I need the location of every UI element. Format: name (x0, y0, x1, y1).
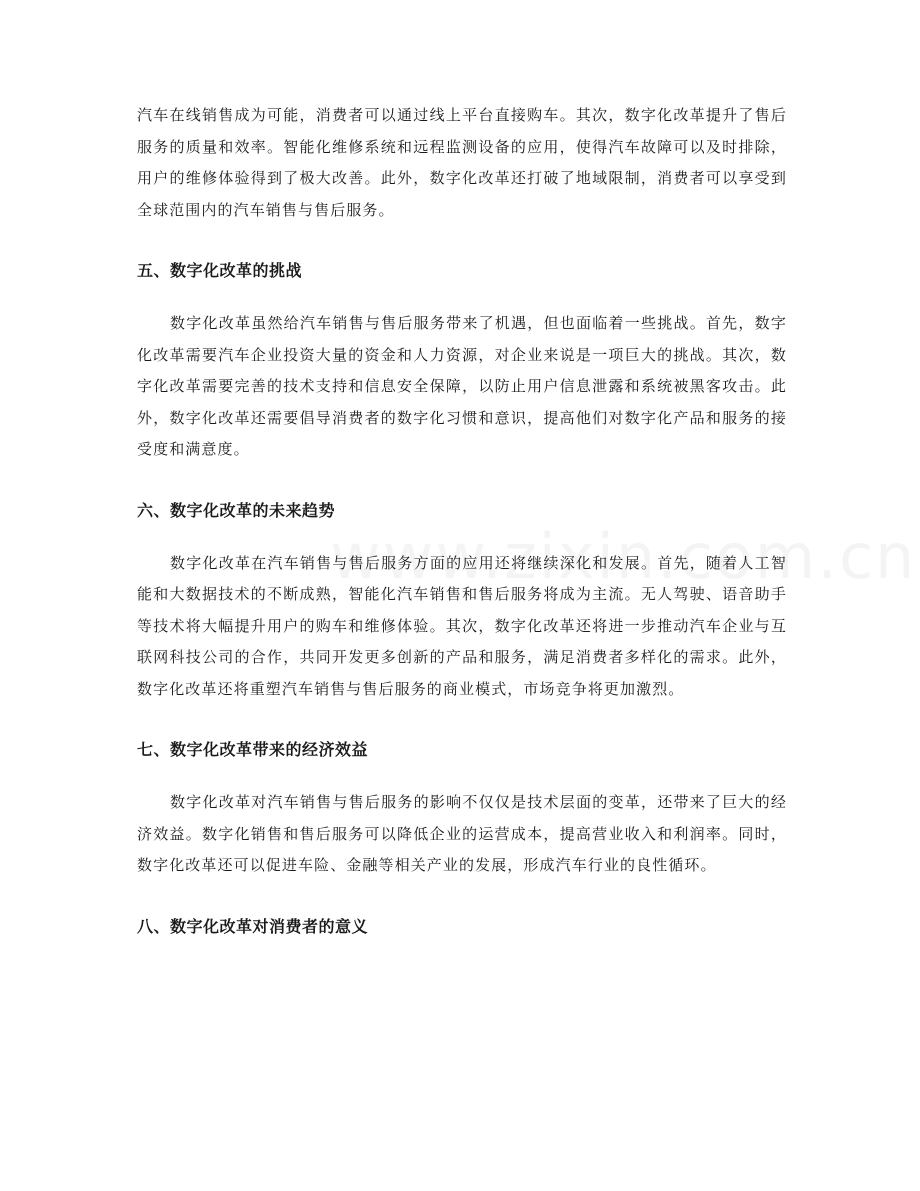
paragraph-future-trends: 数字化改革在汽车销售与售后服务方面的应用还将继续深化和发展。首先，随着人工智能和大数据技术的不断成熟，智能化汽车销售和售后服务将成为主流。无人驾驶、语音助手等技术将大幅提升用户的购车和维修体验。其次，数字化改革还将进一步推动汽车企业与互联网科技公司的合作，共同开发更多创新的产品和服务，满足消费者多样化的需求。此外，数字化改革还将重塑汽车销售与售后服务的商业模式，市场竞争将更加激烈。 (137, 553, 787, 698)
document-body (137, 100, 787, 942)
paragraph-challenges: 数字化改革虽然给汽车销售与售后服务带来了机遇，但也面临着一些挑战。首先，数字化改革需要汽车企业投资大量的资金和人力资源，对企业来说是一项巨大的挑战。其次，数字化改革需要完善的技术支持和信息安全保障，以防止用户信息泄露和系统被黑客攻击。此外，数字化改革还需要倡导消费者的数字化习惯和意识，提高他们对数字化产品和服务的接受度和满意度。 (137, 314, 787, 458)
paragraph-economic-benefits: 数字化改革对汽车销售与售后服务的影响不仅仅是技术层面的变革，还带来了巨大的经济效益。数字化销售和售后服务可以降低企业的运营成本，提高营业收入和利润率。同时，数字化改革还可以促进车险、金融等相关产业的发展，形成汽车行业的良性循环。 (137, 793, 787, 874)
section-heading-7: 七、数字化改革带来的经济效益 (137, 740, 369, 759)
section-heading-6: 六、数字化改革的未来趋势 (137, 500, 336, 520)
paragraph-continued: 汽车在线销售成为可能，消费者可以通过线上平台直接购车。其次，数字化改革提升了售后服务的质量和效率。智能化维修系统和远程监测设备的应用，使得汽车故障可以及时排除，用户的维修体验得到了极大改善。此外，数字化改革还打破了地域限制，消费者可以享受到全球范围内的汽车销售与售后服务。 (137, 106, 787, 219)
section-heading-5: 五、数字化改革的挑战 (137, 261, 303, 280)
section-heading-8: 八、数字化改革对消费者的意义 (137, 916, 369, 936)
